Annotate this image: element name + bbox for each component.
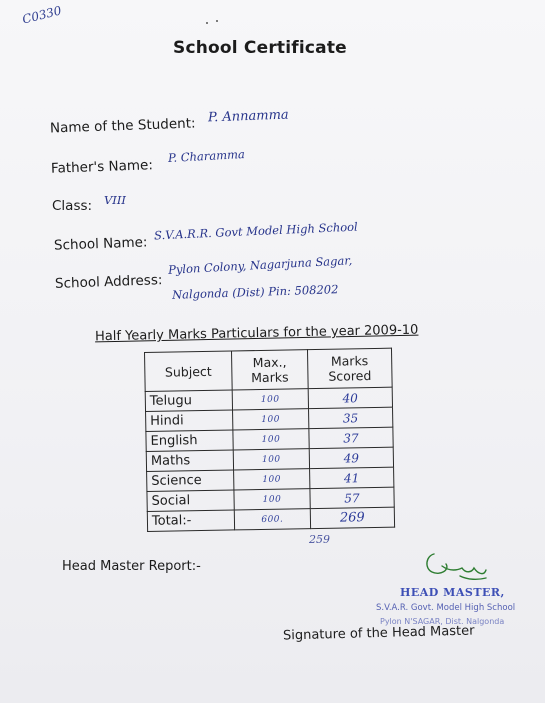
stamp-school-line: S.V.A.R. Govt. Model High School <box>376 603 516 613</box>
marks-header-row <box>145 348 393 391</box>
school-name-value: S.V.A.R.R. Govt Model High School <box>153 219 359 243</box>
class-value: VIII <box>104 193 126 207</box>
head-master-signature <box>420 546 492 586</box>
page-title: School Certificate <box>173 38 347 58</box>
cell-max-marks: 100 <box>233 449 309 470</box>
student-name-value: P. Annamma <box>207 107 289 126</box>
father-name-value: P. Charamma <box>167 146 246 166</box>
cell-marks-scored: 49 <box>309 447 394 468</box>
school-name-label: School Name: <box>53 234 148 254</box>
scan-speck <box>216 20 218 22</box>
class-label: Class: <box>52 198 93 214</box>
school-address-line1: Pylon Colony, Nagarjuna Sagar, <box>167 253 353 277</box>
stamp-address-line: Pylon N'SAGAR, Dist. Nalgonda <box>380 617 505 626</box>
marks-table <box>144 348 395 532</box>
cell-subject: Science <box>147 470 234 492</box>
cell-marks-scored: 41 <box>309 467 394 488</box>
cell-subject: Total:- <box>147 510 234 532</box>
cell-max-marks: 600. <box>234 509 310 530</box>
cell-marks-scored: 57 <box>310 487 395 508</box>
marks-heading: Half Yearly Marks Particulars for the year 2009-10 <box>94 322 419 345</box>
handwritten-note-total: 259 <box>309 533 330 546</box>
header-marks-scored: Marks Scored <box>307 348 392 388</box>
cell-subject: Hindi <box>146 410 233 432</box>
scan-speck <box>206 22 208 24</box>
cell-max-marks: 100 <box>232 389 308 410</box>
cell-subject: Telugu <box>145 390 232 412</box>
cell-subject: English <box>146 430 233 452</box>
marks-table-container <box>144 348 395 532</box>
head-master-report-label: Head Master Report:- <box>62 559 201 574</box>
cell-subject: Maths <box>146 450 233 472</box>
marks-total-row <box>147 507 394 531</box>
father-name-label: Father's Name: <box>50 157 154 177</box>
cell-max-marks: 100 <box>234 469 310 490</box>
cell-marks-scored: 40 <box>308 387 393 408</box>
marks-body <box>145 387 394 531</box>
stamp-title: HEAD MASTER, <box>400 586 505 599</box>
student-name-label: Name of the Student: <box>49 115 196 137</box>
cell-subject: Social <box>147 490 234 512</box>
school-address-line2: Nalgonda (Dist) Pin: 508202 <box>171 282 339 302</box>
cell-marks-scored: 35 <box>308 407 393 428</box>
school-address-label: School Address: <box>54 272 163 292</box>
cell-max-marks: 100 <box>234 489 310 510</box>
corner-code: C0330 <box>20 3 63 27</box>
cell-max-marks: 100 <box>233 429 309 450</box>
signature-label: Signature of the Head Master <box>282 623 475 644</box>
header-max-marks: Max., Marks <box>231 350 307 390</box>
cell-max-marks: 100 <box>233 409 309 430</box>
header-subject: Subject <box>145 351 233 392</box>
cell-marks-scored: 269 <box>310 507 395 528</box>
cell-marks-scored: 37 <box>309 427 394 448</box>
